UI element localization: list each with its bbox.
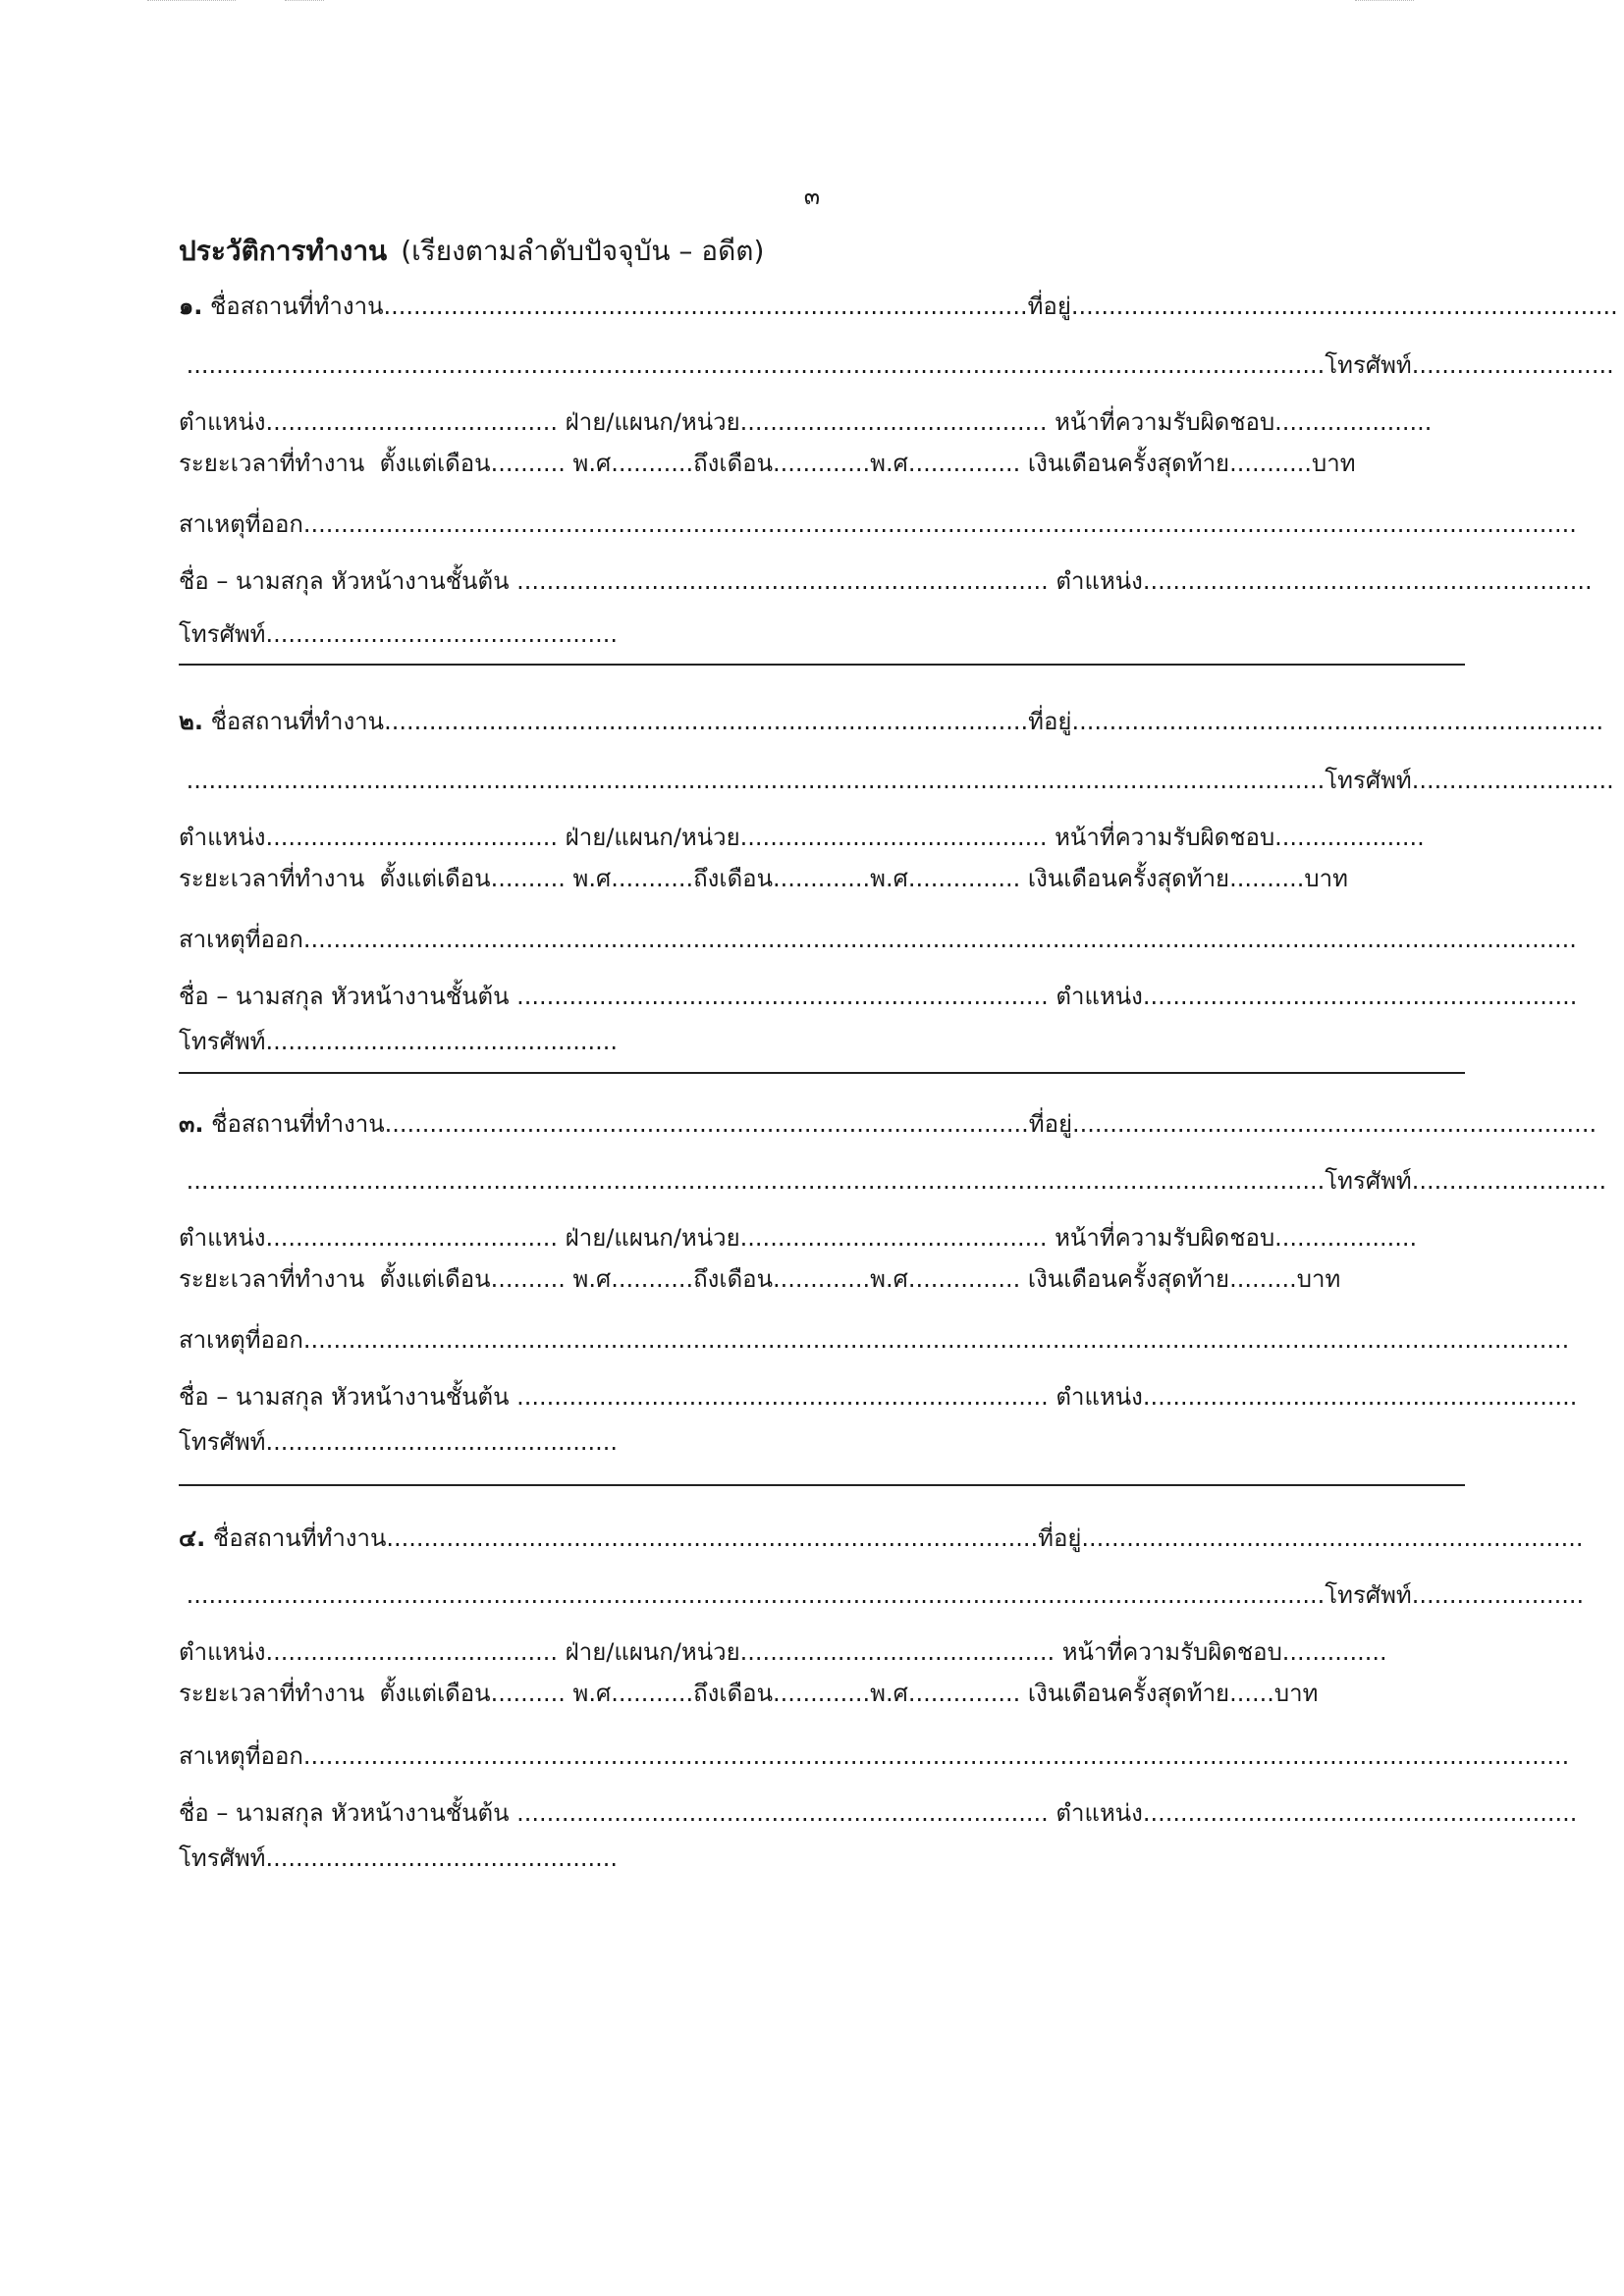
duties-field[interactable]: .....................	[1274, 408, 1433, 436]
reason-label: สาเหตุที่ออก	[179, 510, 303, 538]
phone-field[interactable]: ...........................	[1411, 351, 1614, 379]
period-row	[179, 1677, 1455, 1710]
to-month-field[interactable]: .............	[772, 1680, 871, 1707]
reason-field[interactable]: .........................................................................................................................................................................	[302, 1742, 1570, 1770]
to-month-label: ถึงเดือน	[693, 865, 773, 892]
sup-position-label: ตำแหน่ง	[1056, 1383, 1143, 1411]
to-year-field[interactable]: ...............	[907, 450, 1021, 477]
last-salary-label: เงินเดือนครั้งสุดท้าย	[1027, 1265, 1230, 1293]
address-field[interactable]: ......................................................................	[1072, 1110, 1597, 1138]
from-month-label: ตั้งแต่เดือน	[379, 450, 491, 477]
phone-field[interactable]: ..........................	[1411, 1167, 1607, 1195]
from-month-label: ตั้งแต่เดือน	[379, 1265, 491, 1293]
period-label: ระยะเวลาที่ทำงาน	[179, 1265, 365, 1293]
workplace-row	[179, 705, 1604, 738]
department-label: ฝ่าย/แผนก/หน่วย	[565, 408, 740, 436]
to-month-label: ถึงเดือน	[693, 1265, 773, 1293]
duties-label: หน้าที่ความรับผิดชอบ	[1055, 824, 1275, 851]
period-row	[179, 447, 1455, 480]
workplace-label: ชื่อสถานที่ทำงาน	[211, 1110, 385, 1138]
from-year-field[interactable]: ...........	[611, 1680, 694, 1707]
workplace-label: ชื่อสถานที่ทำงาน	[210, 293, 384, 320]
address-continued-row	[179, 1164, 1607, 1198]
sup-phone-row	[179, 1425, 1455, 1459]
sup-phone-field[interactable]: ...............................................	[265, 620, 619, 648]
section-divider	[179, 1484, 1465, 1486]
department-label: ฝ่าย/แผนก/หน่วย	[565, 824, 740, 851]
to-month-label: ถึงเดือน	[693, 1680, 773, 1707]
position-label: ตำแหน่ง	[179, 1224, 266, 1252]
duties-label: หน้าที่ความรับผิดชอบ	[1055, 1224, 1275, 1252]
sup-position-label: ตำแหน่ง	[1056, 567, 1143, 595]
department-field[interactable]: ..........................................	[739, 1638, 1056, 1666]
workplace-field[interactable]: .......................................................................................	[386, 1524, 1039, 1552]
supervisor-label: ชื่อ – นามสกุล หัวหน้างานชั้นต้น	[179, 1799, 510, 1827]
sup-phone-label: โทรศัพท์	[179, 620, 266, 648]
position-row	[179, 1635, 1455, 1669]
reason-row	[179, 923, 1577, 956]
sup-phone-row	[179, 617, 1455, 651]
sup-phone-row	[179, 1842, 1455, 1875]
address-label: ที่อยู่	[1028, 1110, 1073, 1138]
position-field[interactable]: .......................................	[265, 1638, 559, 1666]
sup-phone-label: โทรศัพท์	[179, 1428, 266, 1456]
scan-speck	[147, 0, 236, 7]
workplace-field[interactable]: ......................................................................................	[384, 1110, 1029, 1138]
position-row	[179, 821, 1455, 854]
last-salary-field[interactable]: .........	[1229, 1265, 1297, 1293]
phone-label: โทรศัพท์	[1325, 1581, 1412, 1609]
sup-phone-field[interactable]: ...............................................	[265, 1428, 619, 1456]
workplace-field[interactable]: ......................................................................................	[384, 708, 1029, 735]
position-label: ตำแหน่ง	[179, 1638, 266, 1666]
to-year-field[interactable]: ...............	[907, 865, 1021, 892]
duties-field[interactable]: ...................	[1274, 1224, 1418, 1252]
last-salary-field[interactable]: ...........	[1229, 450, 1313, 477]
be-label: พ.ศ	[572, 1265, 612, 1293]
workplace-field[interactable]: ......................................................................................	[383, 293, 1028, 320]
phone-field[interactable]: ...........................	[1411, 767, 1614, 794]
duties-field[interactable]: ....................	[1274, 824, 1425, 851]
heading-note: (เรียงตามลำดับปัจจุบัน – อดีต)	[401, 235, 765, 267]
to-year-field[interactable]: ...............	[907, 1265, 1021, 1293]
sup-position-label: ตำแหน่ง	[1056, 983, 1143, 1010]
workplace-label: ชื่อสถานที่ทำงาน	[210, 708, 385, 735]
sup-position-field[interactable]: ..........................................................	[1142, 1799, 1578, 1827]
reason-row	[179, 1323, 1570, 1357]
address-continued-row	[179, 1578, 1585, 1612]
supervisor-label: ชื่อ – นามสกุล หัวหน้างานชั้นต้น	[179, 983, 510, 1010]
reason-field[interactable]: .........................................................................................................................................................................	[302, 1326, 1570, 1354]
last-salary-field[interactable]: ......	[1229, 1680, 1274, 1707]
last-salary-field[interactable]: ..........	[1229, 865, 1305, 892]
baht-label: บาท	[1304, 865, 1348, 892]
be-label: พ.ศ	[870, 1680, 908, 1707]
sup-phone-row	[179, 1025, 1455, 1058]
duties-field[interactable]: ..............	[1281, 1638, 1387, 1666]
supervisor-row	[179, 1380, 1578, 1414]
section-divider	[179, 1072, 1465, 1074]
page-number: ๓	[803, 183, 821, 210]
phone-label: โทรศัพท์	[1325, 1167, 1412, 1195]
position-row	[179, 405, 1455, 439]
entry-number: ๔.	[179, 1524, 206, 1552]
from-month-field[interactable]: ..........	[490, 1680, 566, 1707]
sup-position-field[interactable]: ..........................................................	[1142, 1383, 1578, 1411]
sup-phone-field[interactable]: ...............................................	[265, 1844, 619, 1872]
address-continued-row	[179, 348, 1614, 382]
section-divider	[179, 664, 1465, 666]
be-label: พ.ศ	[870, 1265, 908, 1293]
phone-label: โทรศัพท์	[1325, 767, 1412, 794]
last-salary-label: เงินเดือนครั้งสุดท้าย	[1027, 1680, 1230, 1707]
to-month-field[interactable]: .............	[772, 1265, 871, 1293]
to-month-field[interactable]: .............	[772, 450, 871, 477]
workplace-row	[179, 1522, 1584, 1555]
reason-field[interactable]: ..........................................................................................................................................................................	[302, 926, 1577, 953]
be-label: พ.ศ	[572, 865, 612, 892]
supervisor-label: ชื่อ – นามสกุล หัวหน้างานชั้นต้น	[179, 567, 510, 595]
reason-label: สาเหตุที่ออก	[179, 926, 303, 953]
department-field[interactable]: .........................................	[739, 824, 1048, 851]
address-continued-row	[179, 764, 1614, 797]
from-month-label: ตั้งแต่เดือน	[379, 865, 491, 892]
from-year-field[interactable]: ...........	[611, 865, 694, 892]
scan-speck	[1355, 0, 1414, 7]
from-year-field[interactable]: ...........	[611, 450, 694, 477]
address-label: ที่อยู่	[1027, 293, 1071, 320]
department-field[interactable]: .........................................	[739, 408, 1048, 436]
workplace-row	[179, 1107, 1597, 1141]
baht-label: บาท	[1296, 1265, 1341, 1293]
position-row	[179, 1221, 1455, 1255]
address-label: ที่อยู่	[1038, 1524, 1082, 1552]
reason-row	[179, 1739, 1570, 1773]
to-month-field[interactable]: .............	[772, 865, 871, 892]
reason-field[interactable]: ..........................................................................................................................................................................	[302, 510, 1577, 538]
to-year-field[interactable]: ...............	[907, 1680, 1021, 1707]
baht-label: บาท	[1273, 1680, 1319, 1707]
period-row	[179, 862, 1455, 895]
be-label: พ.ศ	[870, 865, 908, 892]
period-label: ระยะเวลาที่ทำงาน	[179, 1680, 365, 1707]
sup-position-label: ตำแหน่ง	[1056, 1799, 1143, 1827]
address-continued-field[interactable]: ........................................................................................................................................................	[179, 351, 1326, 379]
address-continued-field[interactable]: ........................................................................................................................................................	[179, 1581, 1326, 1609]
entry-number: ๑.	[179, 293, 203, 320]
from-month-field[interactable]: ..........	[490, 865, 566, 892]
position-field[interactable]: .......................................	[265, 1224, 559, 1252]
sup-phone-field[interactable]: ...............................................	[265, 1028, 619, 1055]
entry-number: ๓.	[179, 1110, 204, 1138]
department-label: ฝ่าย/แผนก/หน่วย	[565, 1638, 740, 1666]
supervisor-field[interactable]: .......................................................................	[516, 1383, 1049, 1411]
supervisor-label: ชื่อ – นามสกุล หัวหน้างานชั้นต้น	[179, 1383, 510, 1411]
supervisor-row	[179, 1796, 1578, 1830]
department-field[interactable]: .........................................	[739, 1224, 1048, 1252]
position-label: ตำแหน่ง	[179, 824, 266, 851]
reason-row	[179, 507, 1577, 541]
supervisor-field[interactable]: .......................................................................	[516, 983, 1049, 1010]
supervisor-field[interactable]: .......................................................................	[516, 567, 1049, 595]
supervisor-field[interactable]: .......................................................................	[516, 1799, 1049, 1827]
workplace-row	[179, 290, 1618, 323]
page-heading	[179, 230, 764, 273]
entry-number: ๒.	[179, 708, 203, 735]
sup-phone-label: โทรศัพท์	[179, 1844, 266, 1872]
reason-label: สาเหตุที่ออก	[179, 1742, 303, 1770]
period-label: ระยะเวลาที่ทำงาน	[179, 865, 365, 892]
phone-field[interactable]: .......................	[1411, 1581, 1585, 1609]
supervisor-row	[179, 564, 1593, 598]
address-field[interactable]: .........................................................................	[1070, 293, 1618, 320]
from-month-field[interactable]: ..........	[490, 1265, 566, 1293]
department-label: ฝ่าย/แผนก/หน่วย	[565, 1224, 740, 1252]
supervisor-row	[179, 980, 1578, 1013]
scan-speck	[285, 0, 324, 7]
address-continued-field[interactable]: ........................................................................................................................................................	[179, 767, 1326, 794]
last-salary-label: เงินเดือนครั้งสุดท้าย	[1027, 865, 1230, 892]
sup-position-field[interactable]: ............................................................	[1142, 567, 1593, 595]
address-label: ที่อยู่	[1028, 708, 1072, 735]
from-month-field[interactable]: ..........	[490, 450, 566, 477]
position-label: ตำแหน่ง	[179, 408, 266, 436]
period-label: ระยะเวลาที่ทำงาน	[179, 450, 365, 477]
phone-label: โทรศัพท์	[1325, 351, 1412, 379]
be-label: พ.ศ	[572, 450, 612, 477]
period-row	[179, 1262, 1455, 1296]
position-field[interactable]: .......................................	[265, 408, 559, 436]
heading-title: ประวัติการทำงาน	[179, 235, 388, 267]
to-month-label: ถึงเดือน	[693, 450, 773, 477]
address-continued-field[interactable]: ........................................................................................................................................................	[179, 1167, 1326, 1195]
be-label: พ.ศ	[572, 1680, 612, 1707]
sup-phone-label: โทรศัพท์	[179, 1028, 266, 1055]
reason-label: สาเหตุที่ออก	[179, 1326, 303, 1354]
workplace-label: ชื่อสถานที่ทำงาน	[212, 1524, 387, 1552]
position-field[interactable]: .......................................	[265, 824, 559, 851]
baht-label: บาท	[1312, 450, 1356, 477]
last-salary-label: เงินเดือนครั้งสุดท้าย	[1027, 450, 1230, 477]
from-year-field[interactable]: ...........	[611, 1265, 694, 1293]
address-field[interactable]: .......................................................................	[1071, 708, 1604, 735]
duties-label: หน้าที่ความรับผิดชอบ	[1061, 1638, 1282, 1666]
address-field[interactable]: ...................................................................	[1081, 1524, 1584, 1552]
sup-position-field[interactable]: ..........................................................	[1142, 983, 1578, 1010]
duties-label: หน้าที่ความรับผิดชอบ	[1055, 408, 1275, 436]
from-month-label: ตั้งแต่เดือน	[379, 1680, 491, 1707]
be-label: พ.ศ	[870, 450, 908, 477]
